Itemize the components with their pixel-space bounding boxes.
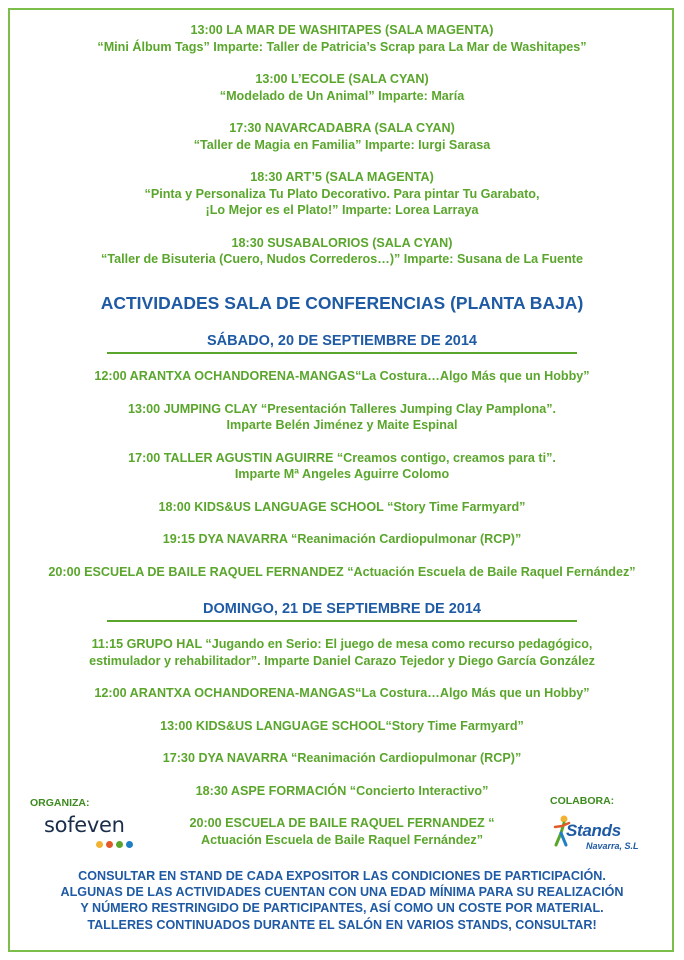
workshop-detail: “Modelado de Un Animal” Imparte: María — [219, 88, 465, 103]
list-item: 18:00 KIDS&US LANGUAGE SCHOOL “Story Time Farmyard” — [158, 499, 526, 514]
workshop-title: 18:30 SUSABALORIOS (SALA CYAN) — [231, 235, 453, 250]
logo-dot — [116, 841, 123, 848]
workshop-item — [10, 235, 674, 268]
sofeven-logo-dots — [96, 835, 136, 853]
list-item: 13:00 KIDS&US LANGUAGE SCHOOL“Story Time Farmyard” — [160, 718, 524, 733]
stands-logo-sub: Navarra, S.L — [586, 841, 639, 851]
workshop-title: 13:00 LA MAR DE WASHITAPES (SALA MAGENTA) — [190, 23, 494, 37]
sofeven-logo — [44, 813, 136, 853]
list-item: 13:00 JUMPING CLAY “Presentación Talleres Jumping Clay Pamplona”. Imparte Belén Jiménez y Maite Espinal — [127, 401, 557, 432]
list-item: 20:00 ESCUELA DE BAILE RAQUEL FERNANDEZ “ Actuación Escuela de Baile Raquel Fernández” — [189, 816, 495, 847]
logo-dot — [126, 841, 133, 848]
list-item: 12:00 ARANTXA OCHANDORENA-MANGAS“La Costura…Algo Más que un Hobby” — [94, 686, 590, 700]
colabora-block — [550, 795, 640, 855]
logo-dot — [106, 841, 113, 848]
logo-dot — [96, 841, 103, 848]
colabora-label: COLABORA: — [550, 795, 615, 807]
workshop-detail: “Taller de Bisuteria (Cuero, Nudos Correderos…)” Imparte: Susana de La Fuente — [101, 252, 583, 266]
stands-logo-name: Stands — [566, 821, 621, 840]
workshop-detail: “Pinta y Personaliza Tu Plato Decorativo. Para pintar Tu Garabato, — [144, 186, 540, 201]
section-title: ACTIVIDADES SALA DE CONFERENCIAS (PLANTA BAJA) — [100, 293, 584, 313]
list-item: 12:00 ARANTXA OCHANDORENA-MANGAS“La Costura…Algo Más que un Hobby” — [94, 369, 590, 383]
saturday-heading: SÁBADO, 20 DE SEPTIEMBRE DE 2014 — [207, 333, 477, 349]
list-item: 18:30 ASPE FORMACIÓN “Concierto Interactivo” — [195, 783, 489, 798]
organiza-label: ORGANIZA: — [30, 797, 90, 809]
workshop-item — [10, 22, 674, 55]
sofeven-logo-text: sofeven — [44, 813, 125, 837]
footer-notice: CONSULTAR EN STAND DE CADA EXPOSITOR LAS CONDICIONES DE PARTICIPACIÓN. ALGUNAS DE LAS ACTIVIDADES CUENTAN CON UNA EDAD MÍNIMA PARA SU REALIZACIÓN Y NÚMERO RESTRINGIDO DE PARTICIPANTES, ASÍ COMO UN COSTE POR MATERIAL. TALLERES CONTINUADOS DURANTE EL SALÓN EN VARIOS STANDS, CONSULTAR! — [60, 869, 624, 932]
list-item: 17:30 DYA NAVARRA “Reanimación Cardiopulmonar (RCP)” — [162, 751, 522, 765]
sunday-heading: DOMINGO, 21 DE SEPTIEMBRE DE 2014 — [203, 601, 481, 617]
stands-logo — [550, 815, 640, 855]
workshop-detail: “Taller de Magia en Familia” Imparte: Iurgi Sarasa — [193, 137, 491, 152]
workshop-list — [10, 22, 674, 268]
saturday-list — [10, 368, 674, 580]
list-item: 11:15 GRUPO HAL “Jugando en Serio: El juego de mesa como recurso pedagógico, estimulador y rehabilitador”. Imparte Daniel Carazo Tejedor y Diego García González — [89, 637, 595, 668]
workshop-item — [10, 169, 674, 219]
workshop-item — [10, 120, 674, 153]
organiza-block — [30, 797, 136, 853]
workshop-item — [10, 71, 674, 104]
list-item: 20:00 ESCUELA DE BAILE RAQUEL FERNANDEZ “Actuación Escuela de Baile Raquel Fernández” — [48, 564, 636, 579]
workshop-title: 17:30 NAVARCADABRA (SALA CYAN) — [229, 121, 455, 135]
workshop-title: 18:30 ART’5 (SALA MAGENTA) — [250, 170, 434, 184]
sunday-rule — [107, 620, 577, 622]
list-item: 19:15 DYA NAVARRA “Reanimación Cardiopulmonar (RCP)” — [162, 532, 522, 546]
list-item: 17:00 TALLER AGUSTIN AGUIRRE “Creamos contigo, creamos para ti”. Imparte Mª Angeles Aguirre Colomo — [128, 450, 556, 481]
saturday-rule — [107, 352, 577, 354]
workshop-detail: “Mini Álbum Tags” Imparte: Taller de Patricia’s Scrap para La Mar de Washitapes” — [97, 39, 587, 54]
workshop-detail: ¡Lo Mejor es el Plato!” Imparte: Lorea Larraya — [205, 203, 479, 217]
workshop-title: 13:00 L’ECOLE (SALA CYAN) — [255, 72, 429, 86]
